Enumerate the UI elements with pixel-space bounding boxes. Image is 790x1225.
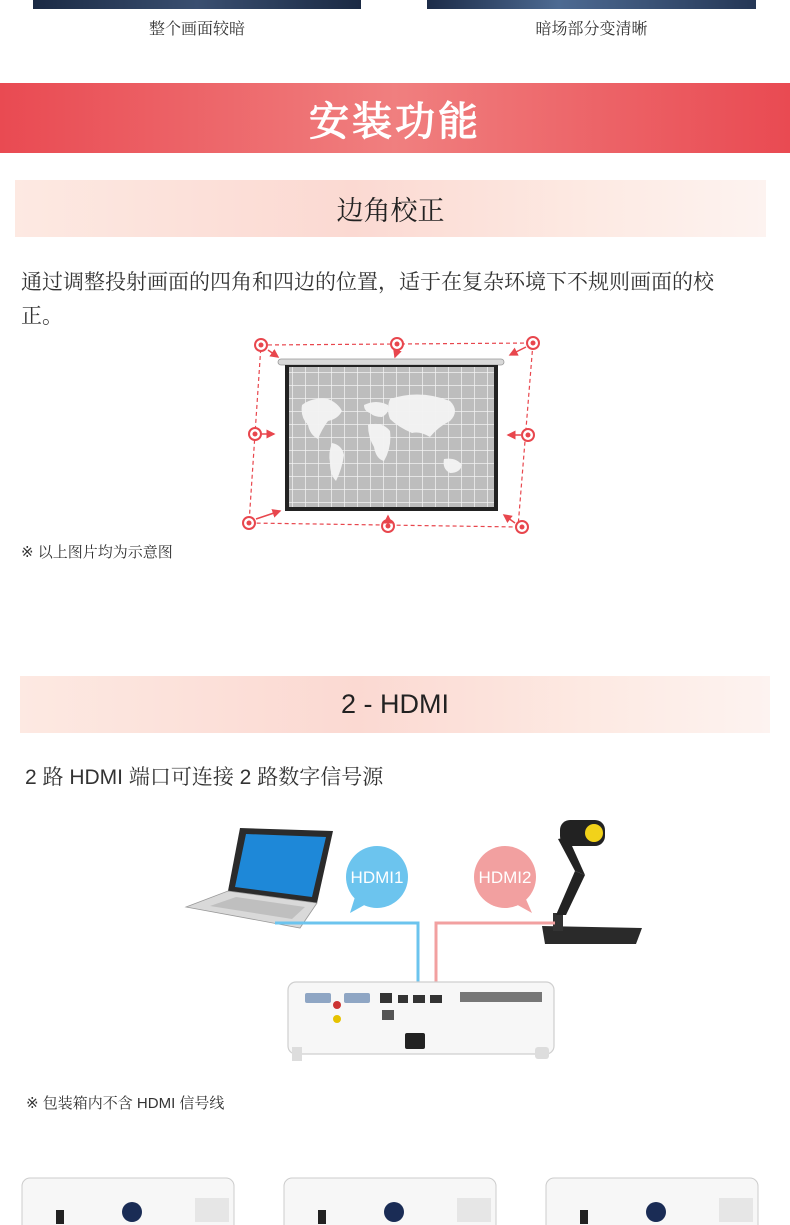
keystone-illustration xyxy=(240,333,540,538)
document-camera-icon xyxy=(542,820,642,944)
dark-scene-image xyxy=(33,0,361,9)
laptop-icon xyxy=(186,828,333,928)
keystone-description: 通过调整投射画面的四角和四边的位置，适于在复杂环境下不规则画面的校正。 xyxy=(21,271,714,328)
bottom-projectors xyxy=(0,1170,790,1225)
projector-icon xyxy=(22,1178,234,1225)
hdmi1-label: HDMI1 xyxy=(350,868,404,887)
keystone-note: ※ 以上图片均为示意图 xyxy=(21,544,173,561)
projector-icon xyxy=(288,982,554,1061)
hdmi2-label: HDMI2 xyxy=(478,868,532,887)
keystone-heading: 边角校正 xyxy=(336,196,445,226)
section-title: 安装功能 xyxy=(309,99,481,144)
hdmi-diagram xyxy=(180,815,650,1070)
hdmi2-bubble xyxy=(474,846,536,913)
keystone-heading-banner xyxy=(15,180,766,237)
projector-icon xyxy=(546,1178,758,1225)
hdmi1-bubble xyxy=(346,846,408,913)
hdmi-heading: 2 - HDMI xyxy=(341,689,449,719)
hdmi-description: 2 路 HDMI 端口可连接 2 路数字信号源 xyxy=(25,766,384,789)
section-banner xyxy=(0,83,790,153)
enhanced-scene-caption: 暗场部分变清晰 xyxy=(535,21,648,38)
dark-scene-caption: 整个画面较暗 xyxy=(148,21,245,38)
hdmi-heading-banner xyxy=(20,676,770,733)
enhanced-scene-image xyxy=(427,0,756,9)
projector-icon xyxy=(284,1178,496,1225)
hdmi-note: ※ 包装箱内不含 HDMI 信号线 xyxy=(26,1095,225,1112)
